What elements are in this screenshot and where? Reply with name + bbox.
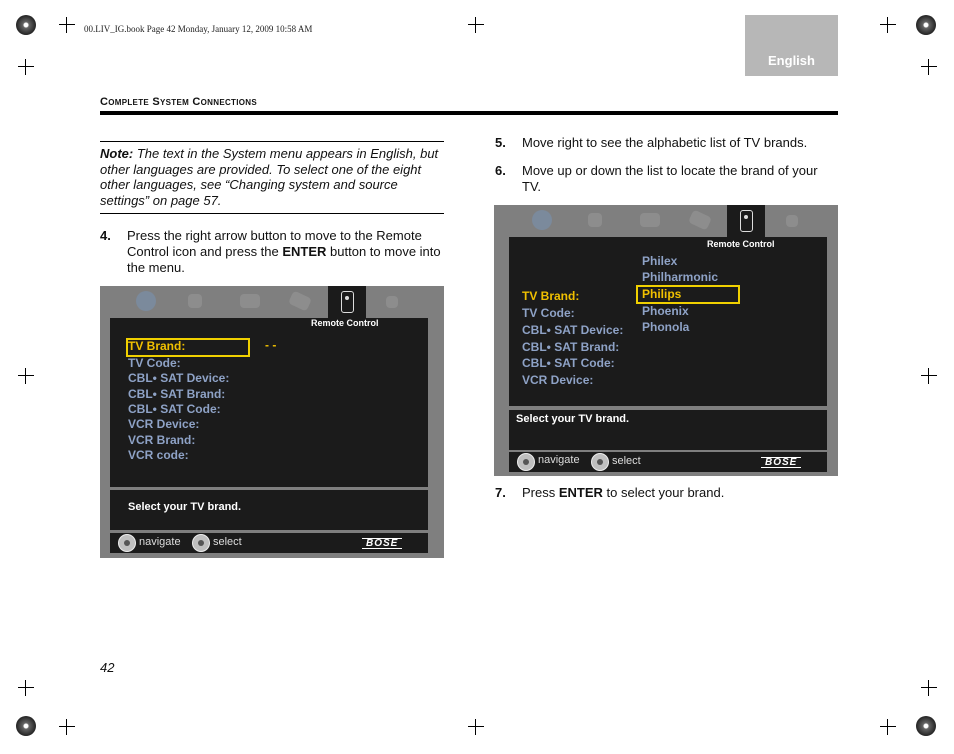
navigate-label: navigate [538,454,580,466]
menu-item-cbl-sat-brand[interactable]: CBL• SAT Brand: [128,387,226,401]
step-6 [495,163,838,197]
step-text: Move right to see the alphabetic list of TV brands. [522,135,808,150]
note-label: Note: [100,146,134,161]
display-icon [640,213,660,227]
step-number: 6. [495,163,506,178]
registration-mark-icon [916,15,936,35]
menu-panel [509,237,827,406]
status-text: Select your TV brand. [128,501,242,513]
bose-logo: BOSE [761,457,801,468]
display-icon [240,294,260,308]
menu-item-vcr-code[interactable]: VCR code: [128,448,189,462]
crosshair-icon [59,17,75,33]
step-text: Move up or down the list to locate the brand of your TV. [522,163,818,194]
menu-item-tv-brand[interactable]: TV Brand: [522,289,580,303]
registration-mark-icon [916,716,936,736]
note-text: The text in the System menu appears in English, but other languages are provided. To select one of the eight other languages, see “Changing system and source settings” on page 57. [100,146,439,208]
language-tab-label: English [768,53,815,68]
select-label: select [213,536,242,548]
select-icon [591,453,609,471]
brand-list-item[interactable]: Philex [642,254,678,268]
navigate-label: navigate [139,536,181,548]
step-text: Press the right arrow button to move to the Remote Control icon and press the ENTER button to move into the menu. [127,228,441,275]
footer-bar [110,533,428,553]
select-label: select [612,455,641,467]
brand-list-item-selected[interactable]: Philips [642,287,682,301]
crosshair-icon [921,59,937,75]
menu-item-tv-code[interactable]: TV Code: [128,356,181,370]
disc-icon [532,210,552,230]
crosshair-icon [468,719,484,735]
crosshair-icon [921,368,937,384]
crosshair-icon [18,368,34,384]
crosshair-icon [59,719,75,735]
remote-control-icon [740,210,753,232]
remote-control-tab[interactable] [328,286,366,318]
navigate-icon [118,534,136,552]
panel-title: Remote Control [707,239,775,249]
step-7 [495,485,838,505]
step-text: Press ENTER to select your brand. [522,485,725,500]
step-number: 5. [495,135,506,150]
crosshair-icon [880,17,896,33]
step-4 [100,228,444,278]
menu-item-tv-code[interactable]: TV Code: [522,306,575,320]
footer-bar [509,452,827,472]
crosshair-icon [468,17,484,33]
crosshair-icon [18,680,34,696]
menu-item-tv-brand[interactable]: TV Brand: [128,339,186,353]
lock-icon [386,296,398,308]
crosshair-icon [18,59,34,75]
brand-list-item[interactable]: Phoenix [642,304,689,318]
remote-icon [288,290,312,311]
status-text: Select your TV brand. [516,413,630,425]
status-panel [509,410,827,450]
registration-mark-icon [16,716,36,736]
page-number: 42 [100,660,115,675]
step-5 [495,135,838,155]
registration-mark-icon [16,15,36,35]
menu-panel [110,318,428,487]
step-number: 4. [100,228,111,243]
status-panel [110,490,428,530]
menu-item-cbl-sat-code[interactable]: CBL• SAT Code: [128,402,221,416]
menu-item-cbl-sat-code[interactable]: CBL• SAT Code: [522,356,615,370]
language-tab [745,15,838,76]
crosshair-icon [921,680,937,696]
screen-remote-control-menu [100,286,444,558]
menu-item-vcr-device[interactable]: VCR Device: [522,373,594,387]
lock-icon [786,215,798,227]
menu-item-cbl-sat-device[interactable]: CBL• SAT Device: [522,323,624,337]
menu-item-cbl-sat-brand[interactable]: CBL• SAT Brand: [522,340,620,354]
remote-control-tab[interactable] [727,205,765,237]
speaker-icon [188,294,202,308]
crosshair-icon [880,719,896,735]
navigate-icon [517,453,535,471]
menu-icon-bar [100,286,444,318]
brand-list-item[interactable]: Phonola [642,320,690,334]
step-number: 7. [495,485,506,500]
menu-item-vcr-brand[interactable]: VCR Brand: [128,433,196,447]
bose-logo: BOSE [362,538,402,549]
speaker-icon [588,213,602,227]
screen-tv-brand-list [494,205,838,476]
menu-item-cbl-sat-device[interactable]: CBL• SAT Device: [128,371,230,385]
remote-icon [688,209,712,230]
remote-control-icon [341,291,354,313]
print-header: 00.LIV_IG.book Page 42 Monday, January 12, 2009 10:58 AM [84,24,313,34]
tv-brand-value: - - [265,338,277,352]
section-title: Complete System Connections [100,96,257,108]
disc-icon [136,291,156,311]
panel-title: Remote Control [311,318,379,328]
section-rule [100,111,838,115]
note-box [100,141,444,214]
menu-item-vcr-device[interactable]: VCR Device: [128,417,200,431]
menu-icon-bar [494,205,838,237]
brand-list-item[interactable]: Philharmonic [642,270,719,284]
select-icon [192,534,210,552]
